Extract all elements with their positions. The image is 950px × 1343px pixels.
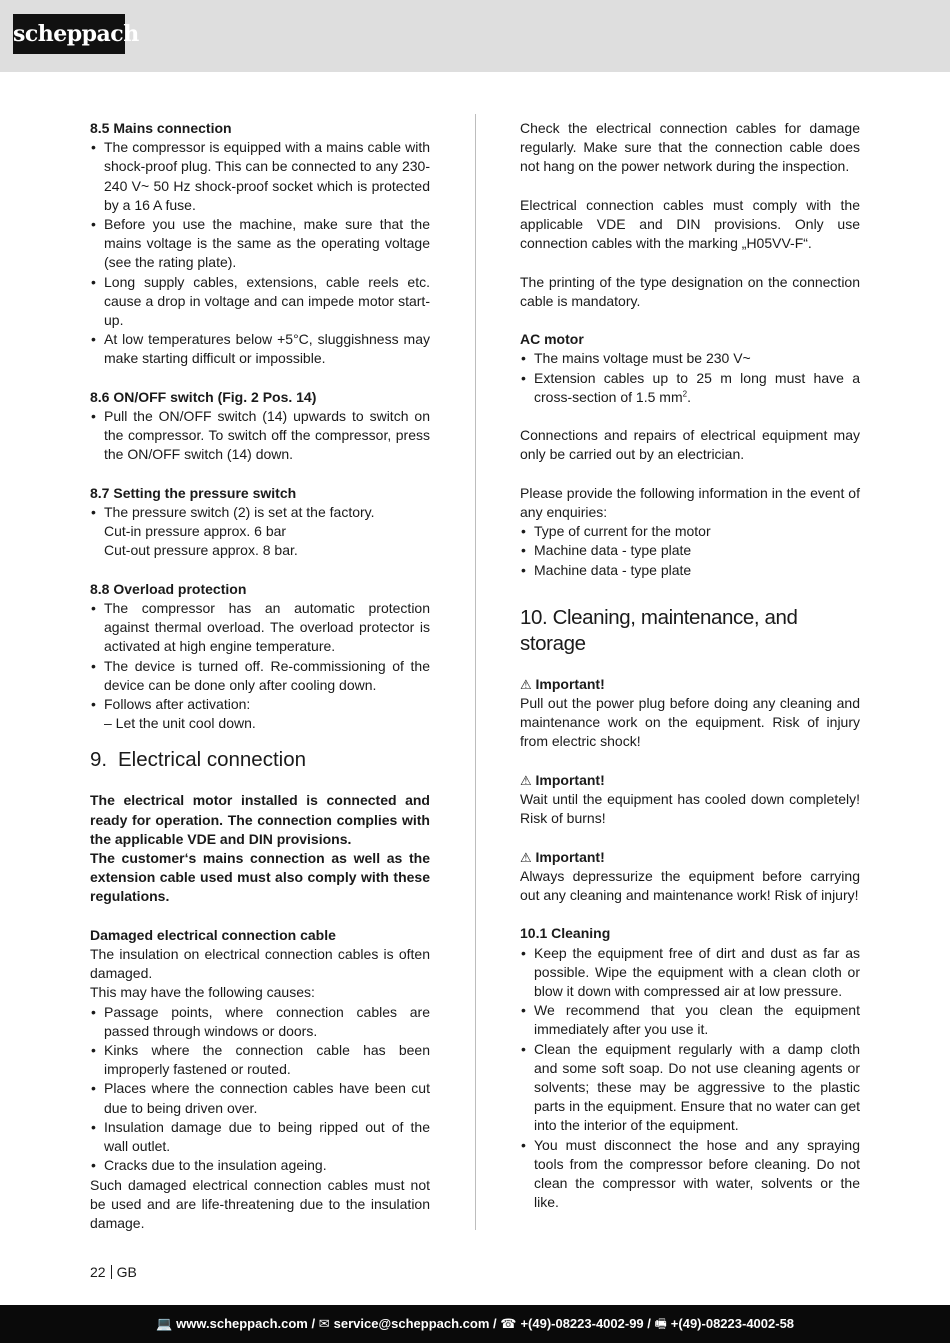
- list-item: • Follows after activation:: [90, 695, 430, 714]
- cleaning-list: [520, 944, 860, 1213]
- mail-icon: ✉: [318, 1316, 330, 1331]
- list-item: • Machine data - type plate: [520, 561, 860, 580]
- column-divider: [475, 114, 476, 1230]
- left-column: [90, 119, 430, 1233]
- important-label-1: ⚠ Important!: [520, 675, 605, 692]
- list-item: • The compressor is equipped with a mains cable with shock-proof plug. This can be connected to any 230-240 V~ 50 Hz shock-proof socket which is protected by a 16 A fuse.: [90, 138, 430, 215]
- list-item: • Keep the equipment free of dirt and dust as far as possible. Wipe the equipment with a clean cloth or blow it down with compressed air at low pressure.: [520, 944, 860, 1002]
- warning-text-1: Pull out the power plug before doing any cleaning and maintenance work on the equipment. Risk of injury from electric shock!: [520, 695, 860, 750]
- list-item: • Clean the equipment regularly with a damp cloth and some soft soap. Do not use cleaning agents or solvents; these may be aggressive to the plastic parts in the equipment. Ensure that no water can get into the interior of the equipment.: [520, 1040, 860, 1136]
- list-item: • Machine data - type plate: [520, 541, 860, 560]
- list-item: • We recommend that you clean the equipment immediately after you use it.: [520, 1001, 860, 1039]
- printing-paragraph: The printing of the type designation on the connection cable is mandatory.: [520, 273, 860, 309]
- section-10-1-title: 10.1 Cleaning: [520, 925, 611, 942]
- list-item: • Kinks where the connection cable has been improperly fastened or routed.: [90, 1041, 430, 1079]
- damaged-cable-causes-intro: This may have the following causes:: [90, 984, 315, 1001]
- list-item: • Before you use the machine, make sure that the mains voltage is the same as the operating voltage (see the rating plate).: [90, 215, 430, 273]
- section-8-7-list: [90, 503, 430, 522]
- section-8-8-title: 8.8 Overload protection: [90, 580, 247, 597]
- section-8-8-list: [90, 599, 430, 714]
- section-9-heading: [90, 747, 430, 773]
- important-label-2: ⚠ Important!: [520, 771, 605, 788]
- important-label-3: ⚠ Important!: [520, 848, 605, 865]
- list-item: • You must disconnect the hose and any spraying tools from the compressor before cleaning. Do not clean the compressor with water, solvents or the like.: [520, 1136, 860, 1213]
- fax-number: +(49)-08223-4002-58: [670, 1316, 795, 1331]
- section-8-7-title: 8.7 Setting the pressure switch: [90, 484, 297, 501]
- list-item: • Passage points, where connection cables are passed through windows or doors.: [90, 1003, 430, 1041]
- list-item: • The compressor has an automatic protection against thermal overload. The overload protector is activated at high engine temperature.: [90, 599, 430, 657]
- list-item: • Cracks due to the insulation ageing.: [90, 1156, 430, 1175]
- comply-paragraph: Electrical connection cables must comply with the applicable VDE and DIN provisions. Only use connection cables with the marking „H05VV-F“.: [520, 196, 860, 252]
- enquiries-paragraph: Please provide the following information in the event of any enquiries:: [520, 484, 860, 520]
- damaged-cable-causes-list: [90, 1003, 430, 1176]
- section-9-notice-2: The customer‘s mains connection as well as the extension cable used must also comply with these regulations.: [90, 850, 430, 905]
- section-8-5-title: 8.5 Mains connection: [90, 120, 232, 136]
- email-link[interactable]: service@scheppach.com /: [333, 1316, 497, 1331]
- website-link[interactable]: www.scheppach.com /: [176, 1316, 316, 1331]
- enquiries-list: [520, 522, 860, 580]
- list-item: • Insulation damage due to being ripped out of the wall outlet.: [90, 1118, 430, 1156]
- section-8-5-list: [90, 138, 430, 368]
- list-item: • Long supply cables, extensions, cable reels etc. cause a drop in voltage and can impede motor start-up.: [90, 273, 430, 331]
- phone-icon: ☎: [500, 1316, 517, 1331]
- language-code: GB: [116, 1264, 137, 1280]
- cut-in-pressure: Cut-in pressure approx. 6 bar: [104, 523, 287, 540]
- check-cables-paragraph: Check the electrical connection cables for damage regularly. Make sure that the connection cable does not hang on the power network during the inspection.: [520, 120, 860, 175]
- ac-motor-list: [520, 349, 860, 407]
- header-band: [0, 0, 950, 72]
- warning-icon: ⚠: [520, 849, 532, 865]
- dash-item: – Let the unit cool down.: [104, 715, 256, 732]
- list-item: • At low temperatures below +5°C, sluggishness may make starting difficult or impossible.: [90, 330, 430, 368]
- warning-text-2: Wait until the equipment has cooled down completely! Risk of burns!: [520, 791, 860, 827]
- computer-icon: 💻: [155, 1316, 173, 1331]
- list-item: • Places where the connection cables have been cut due to being driven over.: [90, 1079, 430, 1117]
- ac-motor-title: AC motor: [520, 331, 584, 348]
- list-item: • Pull the ON/OFF switch (14) upwards to switch on the compressor. To switch off the compressor, press the ON/OFF switch (14) down.: [90, 407, 430, 465]
- fax-icon: 🖷: [654, 1316, 667, 1331]
- right-column: [520, 119, 860, 1212]
- section-9-number: 9.: [90, 748, 108, 772]
- phone-number: +(49)-08223-4002-99 /: [520, 1316, 651, 1331]
- repairs-paragraph: Connections and repairs of electrical equipment may only be carried out by an electrician.: [520, 427, 860, 463]
- section-9-notice-1: The electrical motor installed is connected and ready for operation. The connection complies with the applicable VDE and DIN provisions.: [90, 792, 430, 847]
- superscript: 2: [682, 389, 688, 399]
- page-number: 22 GB: [90, 1264, 137, 1280]
- damaged-cable-warning: Such damaged electrical connection cables must not be used and are life-threatening due to the insulation damage.: [90, 1176, 430, 1231]
- section-8-6-list: [90, 407, 430, 465]
- section-8-6-title: 8.6 ON/OFF switch (Fig. 2 Pos. 14): [90, 388, 317, 405]
- damaged-cable-title: Damaged electrical connection cable: [90, 926, 336, 943]
- warning-text-3: Always depressurize the equipment before carrying out any cleaning and maintenance work! Risk of injury!: [520, 867, 860, 903]
- list-item: • Extension cables up to 25 m long must have a cross-section of 1.5 $mm^2$.: [520, 369, 860, 407]
- footer-band: [0, 1305, 950, 1343]
- list-item: • The pressure switch (2) is set at the factory.: [90, 503, 430, 522]
- cut-out-pressure: Cut-out pressure approx. 8 bar.: [104, 542, 298, 559]
- list-item: • Type of current for the motor: [520, 522, 860, 541]
- section-9-title: Electrical connection: [118, 748, 307, 772]
- list-item: • The device is turned off. Re-commissioning of the device can be done only after cooling down.: [90, 657, 430, 695]
- scheppach-logo: scheppach: [13, 14, 125, 54]
- damaged-cable-intro: The insulation on electrical connection cables is often damaged.: [90, 946, 430, 982]
- warning-icon: ⚠: [520, 676, 532, 692]
- list-item: • The mains voltage must be 230 V~: [520, 349, 860, 368]
- section-10-heading: 10. Cleaning, maintenance, and storage: [520, 605, 798, 655]
- warning-icon: ⚠: [520, 772, 532, 788]
